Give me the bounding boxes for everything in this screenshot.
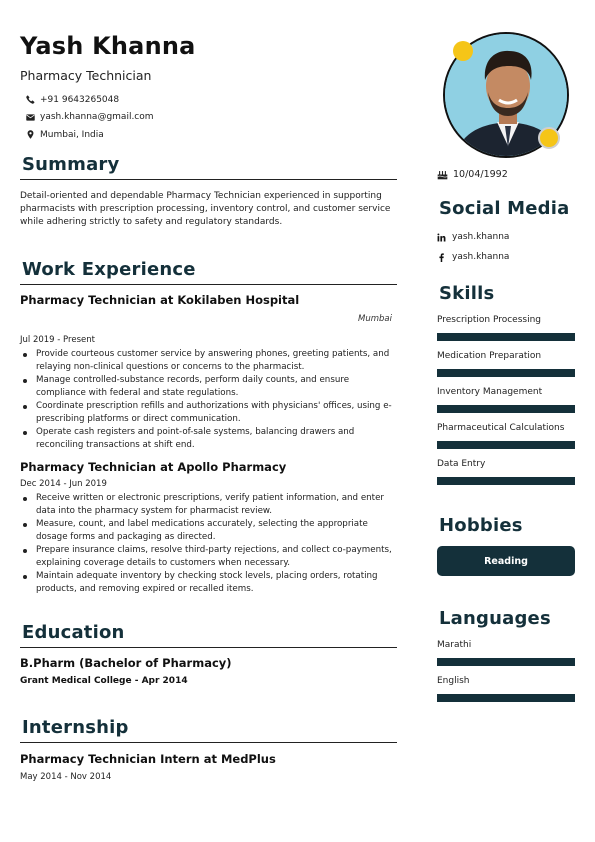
job-bullet: Coordinate prescription refills and authorizations with physicians' offices, using e-prescribing platforms or direct communication. — [20, 400, 397, 426]
hobby-badge: Reading — [437, 546, 575, 576]
social-linkedin[interactable] — [437, 227, 575, 247]
skill-name: Inventory Management — [437, 387, 543, 397]
job-entry — [20, 460, 397, 596]
skills-heading: Skills — [439, 283, 495, 304]
email-text: yash.khanna@gmail.com — [40, 112, 154, 123]
contact-location — [20, 126, 397, 144]
language-item — [437, 666, 575, 702]
languages-list — [437, 630, 575, 702]
envelope-icon — [20, 113, 40, 122]
linkedin-icon — [437, 233, 446, 242]
job-bullet: Manage controlled-substance records, perform daily counts, and ensure compliance with federal and state regulations. — [20, 374, 397, 400]
job-dates: Dec 2014 - Jun 2019 — [20, 478, 107, 489]
internship-heading: Internship — [20, 717, 397, 743]
skill-name: Pharmaceutical Calculations — [437, 423, 565, 433]
skill-name: Medication Preparation — [437, 351, 542, 361]
job-bullet: Receive written or electronic prescriptions, verify patient information, and enter data into the pharmacy system for pharmacist review. — [20, 492, 397, 518]
job-bullet: Prepare insurance claims, resolve third-party rejections, and collect co-payments, explaining coverage details to customers when necessary. — [20, 544, 397, 570]
summary-heading: Summary — [20, 154, 397, 180]
skill-item — [437, 449, 575, 485]
sidebar — [437, 30, 575, 702]
candidate-title: Pharmacy Technician — [20, 68, 152, 83]
languages-heading: Languages — [439, 608, 551, 629]
skills-list — [437, 305, 575, 485]
job-dates: Jul 2019 - Present — [20, 334, 95, 345]
internship-dates: May 2014 - Nov 2014 — [20, 771, 112, 782]
job-bullet: Operate cash registers and point-of-sale systems, balancing drawers and reconciling transactions at shift end. — [20, 426, 397, 452]
summary-text: Detail-oriented and dependable Pharmacy Technician experienced in supporting pharmacists with prescription processing, inventory control, and customer service while adhering strictly to safety and regulatory standards. — [20, 190, 391, 227]
hobbies-heading: Hobbies — [439, 515, 523, 536]
dob-text: 10/04/1992 — [453, 168, 508, 180]
job-bullet: Provide courteous customer service by answering phones, greeting patients, and relaying non-clinical questions or concerns to the pharmacist. — [20, 348, 397, 374]
job-bullet: Maintain adequate inventory by checking stock levels, placing orders, rotating products, and removing expired or recalled items. — [20, 570, 397, 596]
facebook-handle: yash.khanna — [452, 252, 510, 262]
location-pin-icon — [20, 130, 40, 139]
skill-item — [437, 377, 575, 413]
school: Grant Medical College - Apr 2014 — [20, 675, 188, 686]
cake-icon — [437, 169, 448, 180]
skill-bar — [437, 441, 575, 449]
language-name: Marathi — [437, 640, 472, 650]
skill-bar — [437, 333, 575, 341]
date-of-birth — [437, 164, 575, 184]
job-bullets — [20, 348, 397, 452]
profile-photo-container — [437, 30, 575, 160]
linkedin-handle: yash.khanna — [452, 232, 510, 242]
job-bullet: Measure, count, and label medications accurately, selecting the appropriate dosage forms and packaging as directed. — [20, 518, 397, 544]
location-text: Mumbai, India — [40, 129, 104, 140]
job-location: Mumbai — [358, 313, 392, 324]
main-column — [20, 30, 397, 783]
decorative-dot — [538, 127, 560, 149]
contact-email[interactable] — [20, 109, 397, 127]
contact-phone[interactable] — [20, 91, 397, 109]
language-item — [437, 630, 575, 666]
internship-title: Pharmacy Technician Intern at MedPlus — [20, 751, 276, 766]
skill-item — [437, 341, 575, 377]
work-experience-heading: Work Experience — [20, 259, 397, 285]
skill-item — [437, 413, 575, 449]
job-bullets — [20, 492, 397, 596]
phone-icon — [20, 95, 40, 104]
skill-name: Data Entry — [437, 459, 486, 469]
job-entry — [20, 293, 397, 452]
education-heading: Education — [20, 622, 397, 648]
facebook-icon — [437, 253, 446, 262]
job-title: Pharmacy Technician at Apollo Pharmacy — [20, 459, 287, 474]
social-facebook[interactable] — [437, 247, 575, 267]
social-list — [437, 227, 575, 267]
skill-bar — [437, 405, 575, 413]
decorative-dot — [453, 41, 473, 61]
language-bar — [437, 658, 575, 666]
social-media-heading: Social Media — [439, 198, 570, 219]
language-bar — [437, 694, 575, 702]
contact-list — [20, 91, 397, 144]
skill-bar — [437, 369, 575, 377]
language-name: English — [437, 676, 470, 686]
skill-name: Prescription Processing — [437, 315, 542, 325]
job-title: Pharmacy Technician at Kokilaben Hospital — [20, 292, 300, 307]
degree: B.Pharm (Bachelor of Pharmacy) — [20, 655, 232, 670]
skill-item — [437, 305, 575, 341]
skill-bar — [437, 477, 575, 485]
phone-text: +91 9643265048 — [40, 94, 120, 105]
candidate-name: Yash Khanna — [20, 32, 196, 60]
